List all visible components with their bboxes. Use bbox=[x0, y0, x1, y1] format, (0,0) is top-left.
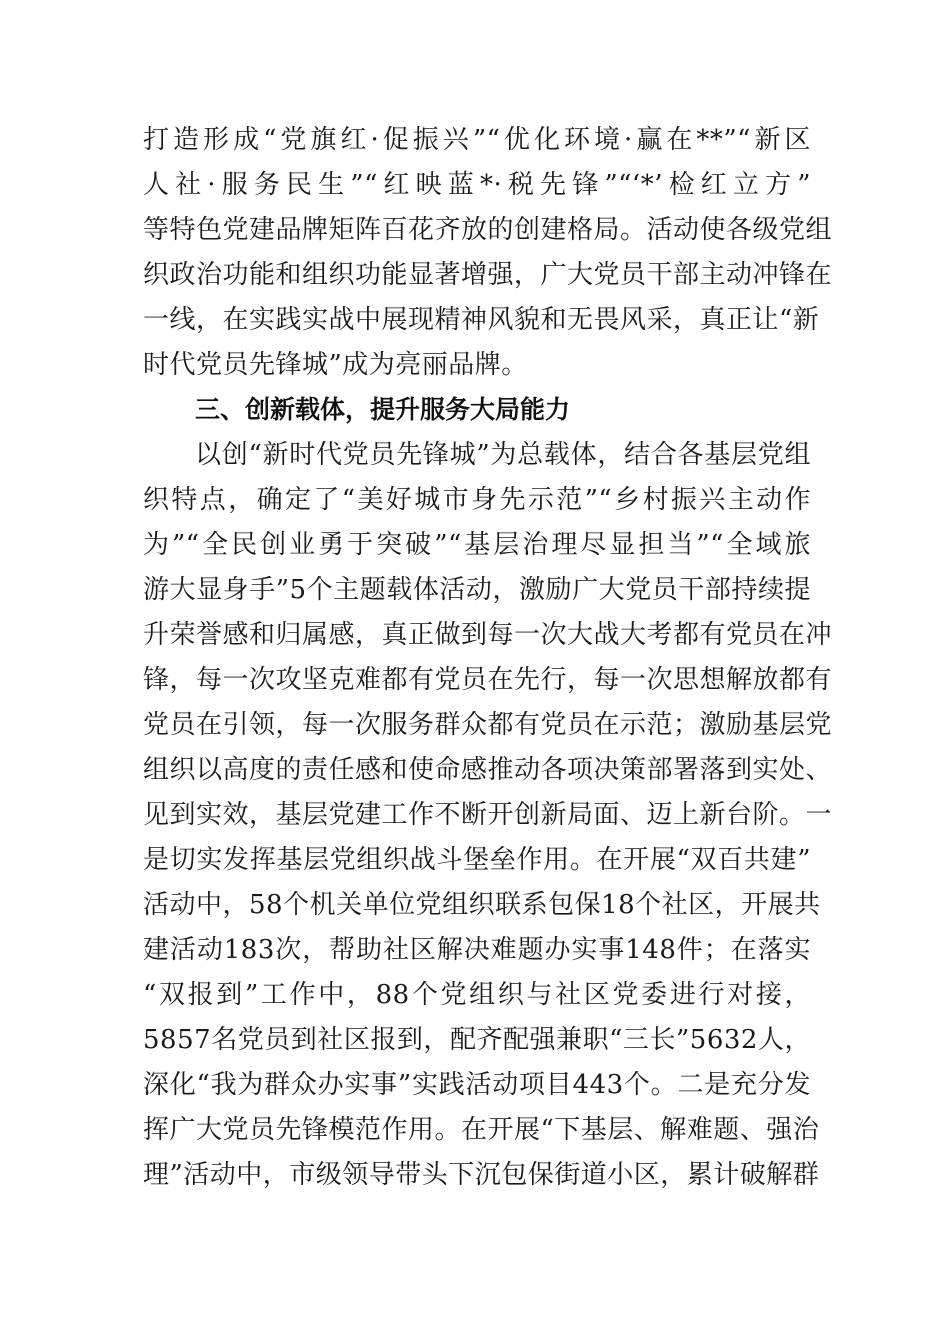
paragraph-line: 为”“全民创业勇于突破”“基层治理尽显担当”“全域旅 bbox=[143, 530, 811, 560]
paragraph-line: 是切实发挥基层党组织战斗堡垒作用。在开展“双百共建” bbox=[143, 845, 811, 875]
paragraph-line: 游大显身手”5个主题载体活动，激励广大党员干部持续提 bbox=[143, 575, 811, 605]
paragraph-line: “双报到”工作中，88个党组织与社区党委进行对接， bbox=[143, 980, 811, 1010]
paragraph-line: 5857名党员到社区报到，配齐配强兼职“三长”5632人， bbox=[143, 1025, 811, 1055]
section-heading: 三、创新载体，提升服务大局能力 bbox=[195, 395, 571, 424]
paragraph-line: 织政治功能和组织功能显著增强，广大党员干部主动冲锋在 bbox=[143, 260, 833, 290]
paragraph-line: 以创“新时代党员先锋城”为总载体，结合各基层党组 bbox=[195, 440, 811, 470]
paragraph-line: 等特色党建品牌矩阵百花齐放的创建格局。活动使各级党组 bbox=[143, 215, 833, 245]
paragraph-line: 一线，在实践实战中展现精神风貌和无畏风采，真正让“新 bbox=[143, 305, 820, 335]
paragraph-line: 人社·服务民生”“红映蓝*·税先锋”“‘*’检红立方” bbox=[143, 170, 811, 200]
paragraph-line: 活动中，58个机关单位党组织联系包保18个社区，开展共 bbox=[143, 890, 821, 920]
paragraph-line: 见到实效，基层党建工作不断开创新局面、迈上新台阶。一 bbox=[143, 800, 833, 830]
paragraph-line: 锋，每一次攻坚克难都有党员在先行，每一次思想解放都有 bbox=[143, 665, 833, 695]
paragraph-line: 打造形成“党旗红·促振兴”“优化环境·赢在**”“新区 bbox=[143, 125, 811, 155]
paragraph-line: 织特点，确定了“美好城市身先示范”“乡村振兴主动作 bbox=[143, 485, 811, 515]
paragraph-line: 深化“我为群众办实事”实践活动项目443个。二是充分发 bbox=[143, 1070, 811, 1100]
paragraph-line: 组织以高度的责任感和使命感推动各项决策部署落到实处、 bbox=[143, 755, 833, 785]
paragraph-line: 理”活动中，市级领导带头下沉包保街道小区，累计破解群 bbox=[143, 1160, 820, 1190]
paragraph-line: 时代党员先锋城”成为亮丽品牌。 bbox=[143, 350, 528, 380]
paragraph-line: 挥广大党员先锋模范作用。在开展“下基层、解难题、强治 bbox=[143, 1115, 820, 1145]
paragraph-line: 党员在引领，每一次服务群众都有党员在示范；激励基层党 bbox=[143, 710, 833, 740]
paragraph-line: 建活动183次，帮助社区解决难题办实事148件；在落实 bbox=[143, 935, 811, 965]
paragraph-line: 升荣誉感和归属感，真正做到每一次大战大考都有党员在冲 bbox=[143, 620, 833, 650]
